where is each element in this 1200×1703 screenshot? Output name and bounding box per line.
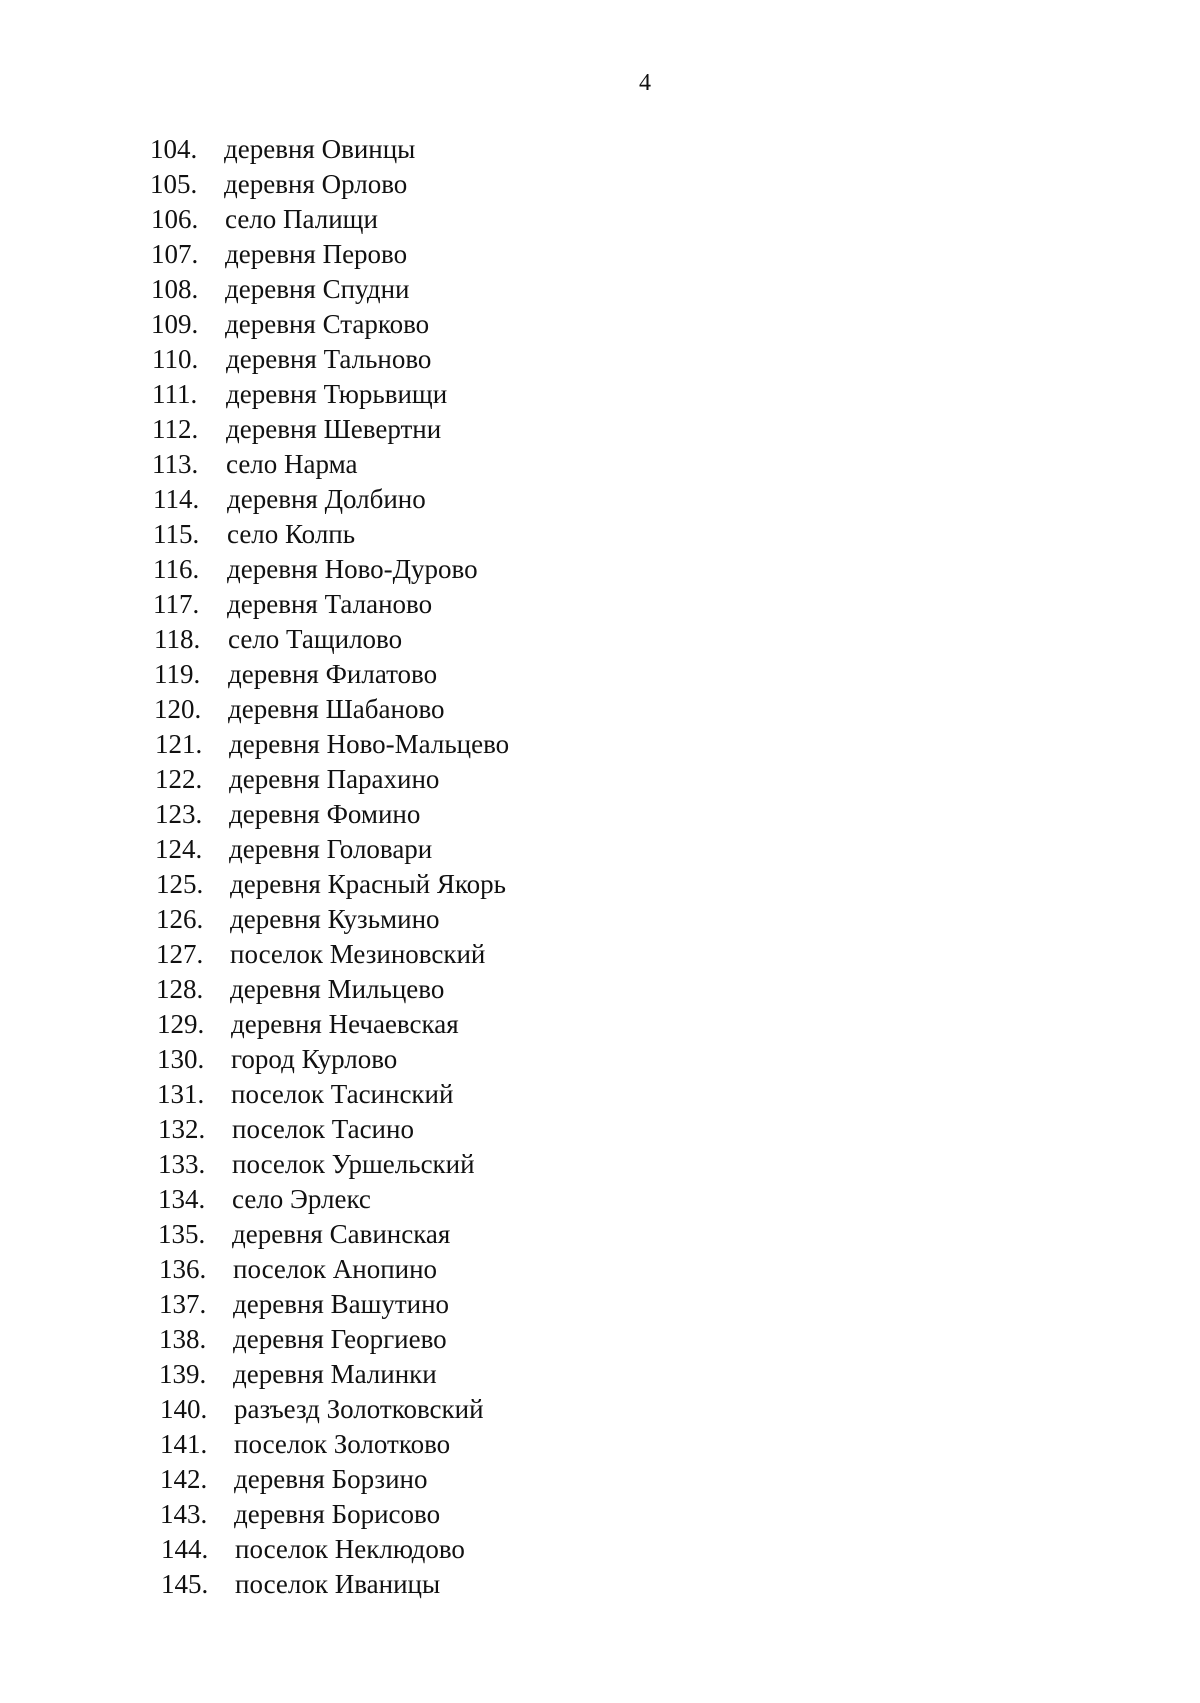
- item-number: 112.: [152, 414, 199, 444]
- item-text: деревня Фомино: [229, 799, 421, 829]
- item-text: деревня Нечаевская: [231, 1009, 459, 1039]
- item-text: село Тащилово: [228, 624, 403, 654]
- item-number: 129.: [157, 1009, 205, 1039]
- item-text: деревня Парахино: [229, 764, 440, 794]
- item-text: деревня Таланово: [227, 589, 433, 619]
- item-text: разъезд Золотковский: [234, 1394, 484, 1424]
- item-text: деревня Долбино: [227, 484, 426, 514]
- item-number: 113.: [152, 449, 199, 479]
- item-number: 105.: [150, 169, 198, 199]
- item-number: 111.: [152, 379, 198, 409]
- item-number: 143.: [160, 1499, 208, 1529]
- item-number: 124.: [155, 834, 203, 864]
- item-number: 142.: [160, 1464, 208, 1494]
- item-number: 144.: [161, 1534, 209, 1564]
- item-number: 109.: [151, 309, 199, 339]
- item-number: 134.: [158, 1184, 206, 1214]
- item-number: 115.: [153, 519, 200, 549]
- item-text: деревня Филатово: [228, 659, 438, 689]
- item-number: 128.: [156, 974, 204, 1004]
- item-number: 135.: [158, 1219, 206, 1249]
- item-number: 138.: [159, 1324, 207, 1354]
- item-text: деревня Ново-Мальцево: [229, 729, 510, 759]
- item-text: поселок Тасинский: [231, 1079, 454, 1109]
- item-text: поселок Неклюдово: [235, 1534, 465, 1564]
- item-number: 140.: [160, 1394, 208, 1424]
- item-number: 127.: [156, 939, 204, 969]
- item-text: поселок Золотково: [234, 1429, 451, 1459]
- item-text: поселок Анопино: [233, 1254, 438, 1284]
- item-text: деревня Мильцево: [230, 974, 445, 1004]
- item-number: 131.: [157, 1079, 205, 1109]
- item-number: 141.: [160, 1429, 208, 1459]
- item-number: 136.: [159, 1254, 207, 1284]
- item-number: 123.: [155, 799, 203, 829]
- item-text: поселок Уршельский: [232, 1149, 475, 1179]
- item-text: деревня Орлово: [224, 169, 408, 199]
- item-number: 108.: [151, 274, 199, 304]
- item-number: 107.: [151, 239, 199, 269]
- item-text: город Курлово: [231, 1044, 398, 1074]
- item-number: 125.: [156, 869, 204, 899]
- item-number: 106.: [151, 204, 199, 234]
- item-number: 110.: [152, 344, 199, 374]
- item-number: 139.: [159, 1359, 207, 1389]
- item-text: деревня Кузьмино: [230, 904, 440, 934]
- item-text: деревня Тальново: [226, 344, 432, 374]
- item-text: село Палищи: [225, 204, 378, 234]
- item-number: 116.: [153, 554, 200, 584]
- item-number: 145.: [161, 1569, 209, 1599]
- item-number: 122.: [155, 764, 203, 794]
- item-text: деревня Овинцы: [224, 134, 416, 164]
- item-number: 137.: [159, 1289, 207, 1319]
- item-number: 119.: [154, 659, 201, 689]
- item-number: 126.: [156, 904, 204, 934]
- item-text: поселок Иваницы: [235, 1569, 441, 1599]
- item-text: деревня Старково: [225, 309, 430, 339]
- item-text: деревня Борисово: [234, 1499, 441, 1529]
- item-text: деревня Шабаново: [228, 694, 445, 724]
- item-number: 117.: [153, 589, 200, 619]
- item-text: село Колпь: [227, 519, 356, 549]
- item-text: поселок Тасино: [232, 1114, 414, 1144]
- item-text: село Эрлекс: [232, 1184, 371, 1214]
- item-text: деревня Борзино: [234, 1464, 428, 1494]
- item-text: деревня Ново-Дурово: [227, 554, 478, 584]
- item-text: деревня Головари: [229, 834, 433, 864]
- item-text: село Нарма: [226, 449, 358, 479]
- item-text: деревня Малинки: [233, 1359, 437, 1389]
- item-text: деревня Савинская: [232, 1219, 451, 1249]
- item-number: 114.: [153, 484, 200, 514]
- item-text: деревня Перово: [225, 239, 408, 269]
- item-text: деревня Георгиево: [233, 1324, 447, 1354]
- page-number: 4: [639, 70, 651, 96]
- item-text: деревня Тюрьвищи: [226, 379, 448, 409]
- item-text: деревня Вашутино: [233, 1289, 450, 1319]
- item-number: 130.: [157, 1044, 205, 1074]
- item-text: поселок Мезиновский: [230, 939, 486, 969]
- item-text: деревня Шевертни: [226, 414, 442, 444]
- item-number: 120.: [154, 694, 202, 724]
- item-number: 118.: [154, 624, 201, 654]
- item-number: 121.: [155, 729, 203, 759]
- item-number: 104.: [150, 134, 198, 164]
- item-text: деревня Красный Якорь: [230, 869, 506, 899]
- item-number: 132.: [158, 1114, 206, 1144]
- item-text: деревня Спудни: [225, 274, 410, 304]
- item-number: 133.: [158, 1149, 206, 1179]
